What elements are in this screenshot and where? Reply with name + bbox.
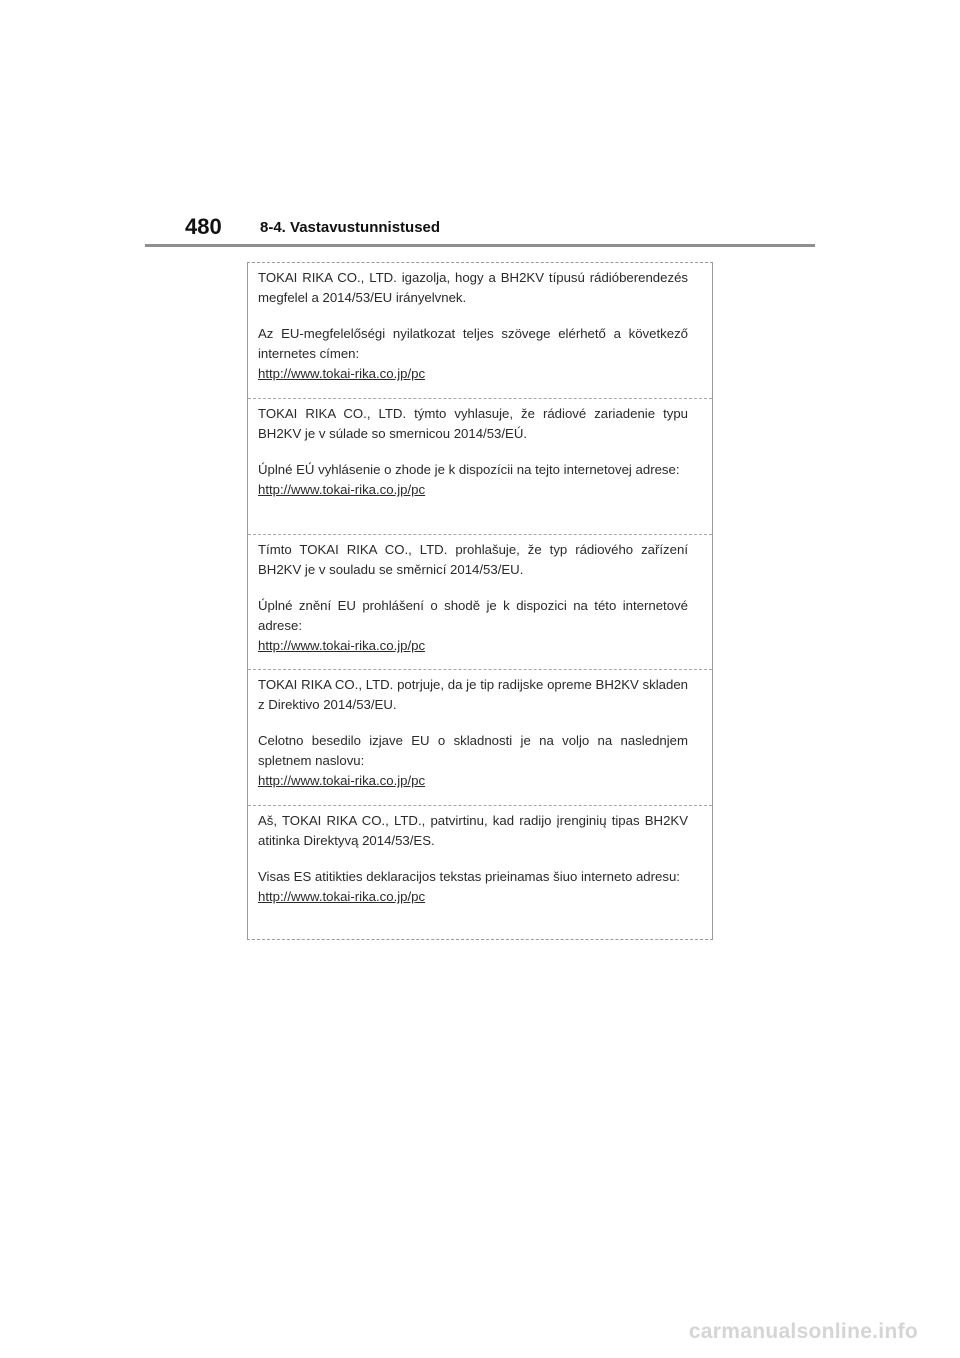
declaration-lithuanian — [248, 805, 712, 939]
header-divider — [145, 244, 815, 247]
declaration-statement: Tímto TOKAI RIKA CO., LTD. prohlašuje, že typ rádiového zařízení BH2KV je v souladu se směrnicí 2014/53/EU. — [258, 542, 688, 577]
declarations-box — [247, 262, 713, 940]
declaration-statement: TOKAI RIKA CO., LTD. týmto vyhlasuje, že rádiové zariadenie typu BH2KV je v súlade so smernicou 2014/53/EÚ. — [258, 406, 688, 441]
section-title: 8-4. Vastavustunnistused — [260, 219, 441, 236]
declaration-url-link[interactable]: http://www.tokai-rika.co.jp/pc — [258, 638, 426, 653]
declaration-slovenian — [248, 669, 712, 805]
declaration-url-link[interactable]: http://www.tokai-rika.co.jp/pc — [258, 482, 426, 497]
watermark: carmanualsonline.info — [688, 1320, 918, 1343]
declaration-statement: TOKAI RIKA CO., LTD. potrjuje, da je tip radijske opreme BH2KV skladen z Direktivo 2014/53/EU. — [258, 677, 688, 712]
page-number: 480 — [185, 214, 222, 239]
declaration-availability: Celotno besedilo izjave EU o skladnosti je na voljo na naslednjem spletnem naslovu: — [258, 733, 688, 768]
declaration-hungarian — [248, 263, 712, 398]
declaration-url-link[interactable]: http://www.tokai-rika.co.jp/pc — [258, 366, 426, 381]
declaration-url-link[interactable]: http://www.tokai-rika.co.jp/pc — [258, 773, 426, 788]
declaration-availability: Úplné znění EU prohlášení o shodě je k dispozici na této internetové adrese: — [258, 598, 688, 633]
declaration-availability: Az EU-megfelelőségi nyilatkozat teljes szövege elérhető a következő internetes címen: — [258, 326, 688, 361]
declaration-statement: Aš, TOKAI RIKA CO., LTD., patvirtinu, kad radijo įrenginių tipas BH2KV atitinka Direktyvą 2014/53/ES. — [258, 813, 688, 848]
declaration-availability: Visas ES atitikties deklaracijos tekstas prieinamas šiuo interneto adresu: — [258, 869, 680, 884]
declaration-availability: Úplné EÚ vyhlásenie o zhode je k dispozícii na tejto internetovej adrese: — [258, 462, 680, 477]
declaration-slovak — [248, 398, 712, 534]
page-header — [145, 210, 815, 244]
declaration-czech — [248, 534, 712, 669]
declaration-url-link[interactable]: http://www.tokai-rika.co.jp/pc — [258, 889, 426, 904]
declaration-statement: TOKAI RIKA CO., LTD. igazolja, hogy a BH2KV típusú rádióberendezés megfelel a 2014/53/EU irányelvnek. — [258, 270, 688, 305]
